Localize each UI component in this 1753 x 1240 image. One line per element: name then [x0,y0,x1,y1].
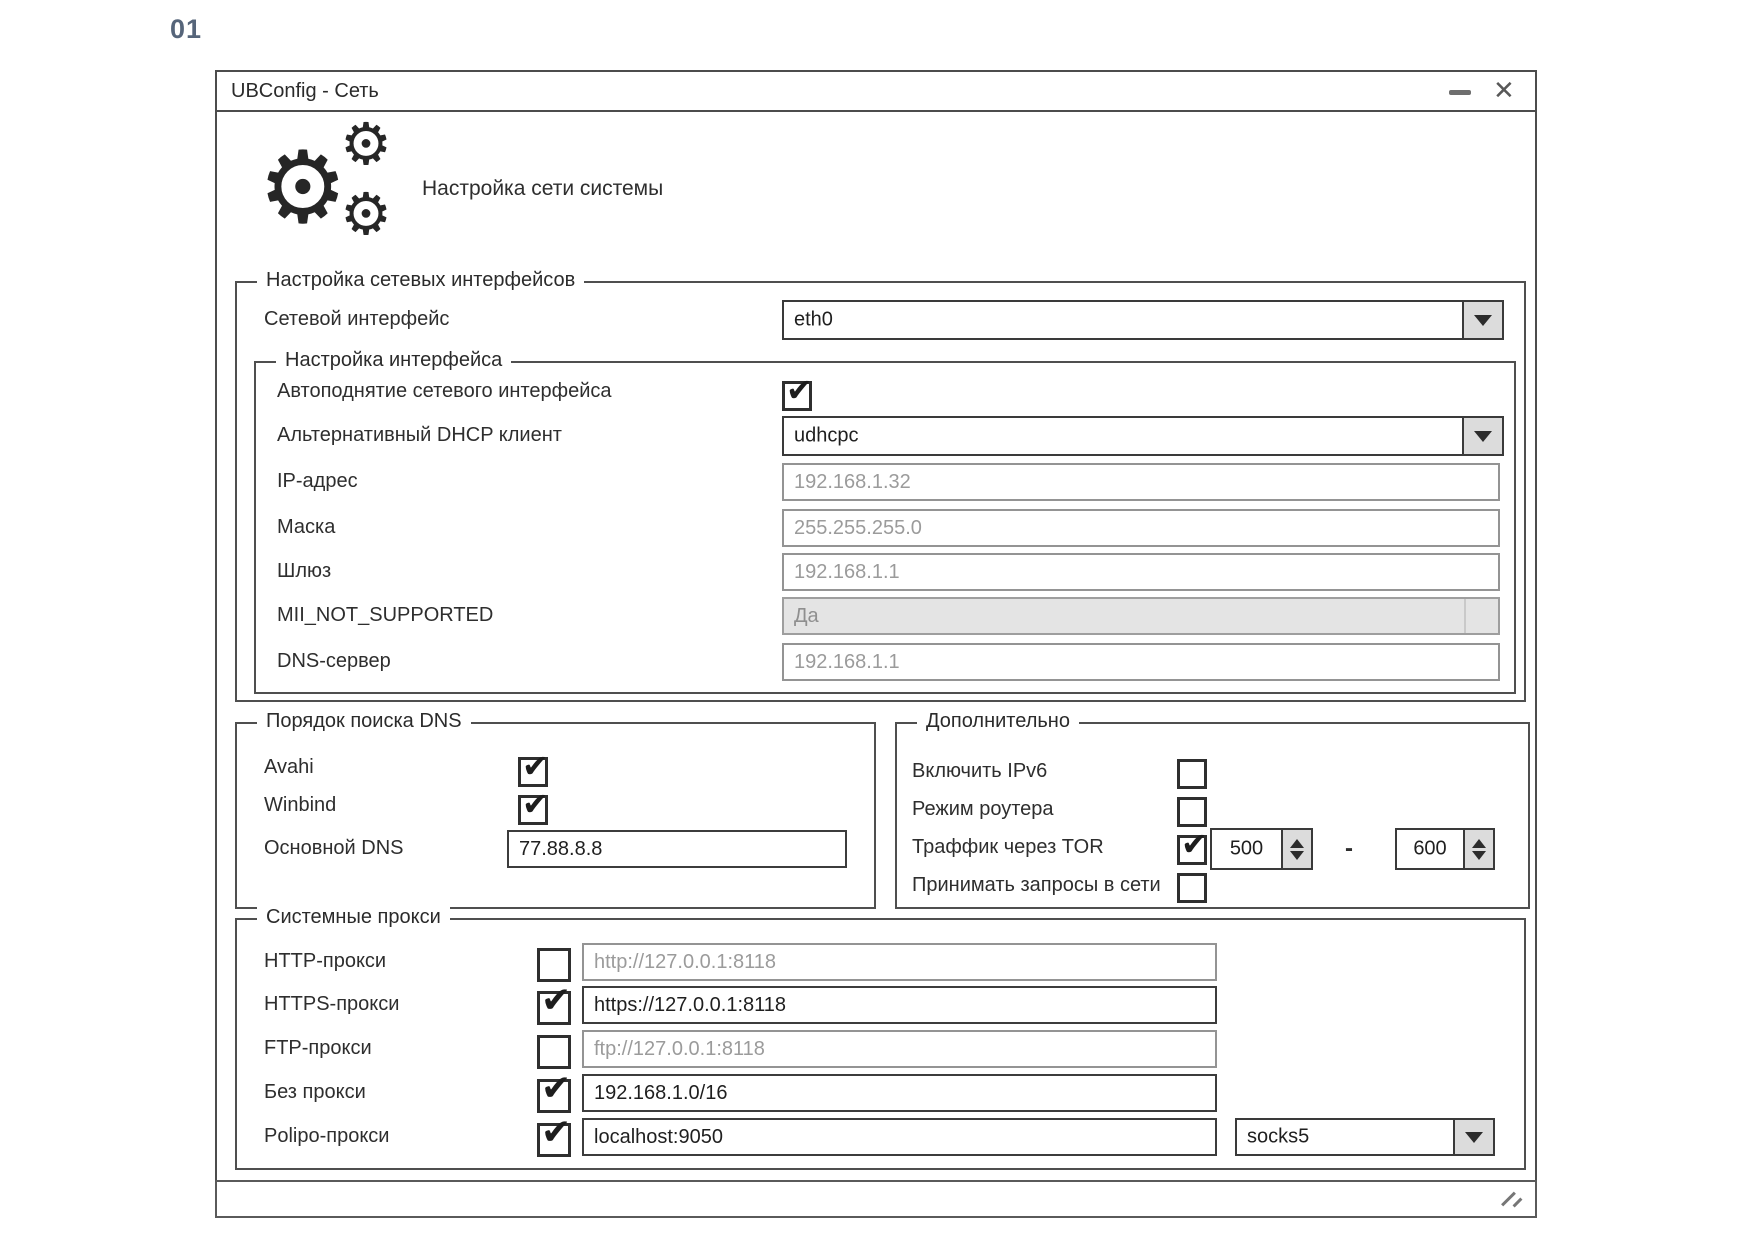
gateway-field[interactable] [782,553,1500,591]
resize-grip-icon[interactable] [1501,1189,1525,1209]
https-proxy-label: HTTPS-прокси [264,993,400,1015]
gears-icon [262,130,412,255]
ip-address-field[interactable] [782,463,1500,501]
http-proxy-field[interactable] [582,943,1217,981]
polipo-protocol-value: socks5 [1247,1125,1310,1148]
https-proxy-checkbox[interactable] [537,991,571,1025]
primary-dns-label: Основной DNS [264,837,404,859]
tor-traffic-checkbox[interactable] [1177,835,1207,865]
spinner-arrows-icon[interactable] [1463,830,1493,868]
winbind-checkbox[interactable] [518,795,548,825]
dhcp-client-select[interactable] [782,416,1504,456]
ipv6-checkbox[interactable] [1177,759,1207,789]
chevron-down-icon[interactable] [1453,1120,1493,1154]
netmask-label: Маска [277,516,336,538]
polipo-proxy-label: Polipo-прокси [264,1125,390,1147]
winbind-label: Winbind [264,794,337,816]
title-bar [217,72,1535,112]
gateway-label: Шлюз [277,560,332,582]
router-mode-label: Режим роутера [912,798,1054,820]
group-extra-legend: Дополнительно [917,710,1079,733]
spinner-arrows-icon[interactable] [1281,830,1311,868]
chevron-down-icon[interactable] [1462,302,1502,338]
autoup-label: Автоподнятие сетевого интерфейса [277,380,612,402]
ftp-proxy-field[interactable] [582,1030,1217,1068]
dns-server-field[interactable] [782,643,1500,681]
tor-port-to-spinner[interactable] [1395,828,1495,870]
dhcp-client-select-value: udhcpc [794,424,859,447]
polipo-proxy-field[interactable] [582,1118,1217,1156]
router-mode-checkbox[interactable] [1177,797,1207,827]
ip-address-label: IP-адрес [277,470,358,492]
gear-large-icon [258,138,348,238]
ftp-proxy-checkbox[interactable] [537,1035,571,1069]
gear-small-bottom-icon [340,186,392,244]
step-number: 01 [170,14,203,44]
port-range-dash: - [1345,835,1353,862]
dhcp-client-label: Альтернативный DHCP клиент [277,424,562,446]
ftp-proxy-label: FTP-прокси [264,1037,372,1059]
group-dns-order-legend: Порядок поиска DNS [257,710,471,733]
tor-traffic-label: Траффик через TOR [912,836,1104,858]
interface-select-value: eth0 [794,308,833,331]
accept-requests-label: Принимать запросы в сети [912,874,1161,896]
dns-server-label: DNS-сервер [277,650,391,672]
autoup-checkbox[interactable] [782,381,812,411]
group-interface-settings-legend: Настройка интерфейса [276,349,511,372]
ubconfig-window [215,70,1537,1218]
no-proxy-checkbox[interactable] [537,1079,571,1113]
netmask-field[interactable] [782,509,1500,547]
mii-field-divider [1464,599,1466,633]
interface-select[interactable] [782,300,1504,340]
mii-not-supported-label: MII_NOT_SUPPORTED [277,604,494,626]
interface-label: Сетевой интерфейс [264,308,450,330]
http-proxy-checkbox[interactable] [537,948,571,982]
avahi-label: Avahi [264,756,314,778]
close-icon[interactable] [1489,72,1523,110]
mii-not-supported-field [782,597,1500,635]
http-proxy-label: HTTP-прокси [264,950,387,972]
avahi-checkbox[interactable] [518,757,548,787]
accept-requests-checkbox[interactable] [1177,873,1207,903]
ipv6-label: Включить IPv6 [912,760,1048,782]
gear-small-top-icon [340,116,392,174]
tor-port-to-value: 600 [1413,837,1447,860]
chevron-down-icon[interactable] [1462,418,1502,454]
minimize-icon[interactable] [1449,90,1471,95]
window-title: UBConfig - Сеть [231,80,379,102]
no-proxy-field[interactable] [582,1074,1217,1112]
polipo-protocol-select[interactable] [1235,1118,1495,1156]
group-system-proxies-legend: Системные прокси [257,906,450,929]
page-title: Настройка сети системы [422,177,664,200]
primary-dns-field[interactable] [507,830,847,868]
https-proxy-field[interactable] [582,986,1217,1024]
status-bar [215,1180,1537,1218]
tor-port-from-spinner[interactable] [1210,828,1313,870]
polipo-proxy-checkbox[interactable] [537,1123,571,1157]
tor-port-from-value: 500 [1229,837,1264,860]
no-proxy-label: Без прокси [264,1081,366,1103]
group-network-interfaces-legend: Настройка сетевых интерфейсов [257,269,584,292]
